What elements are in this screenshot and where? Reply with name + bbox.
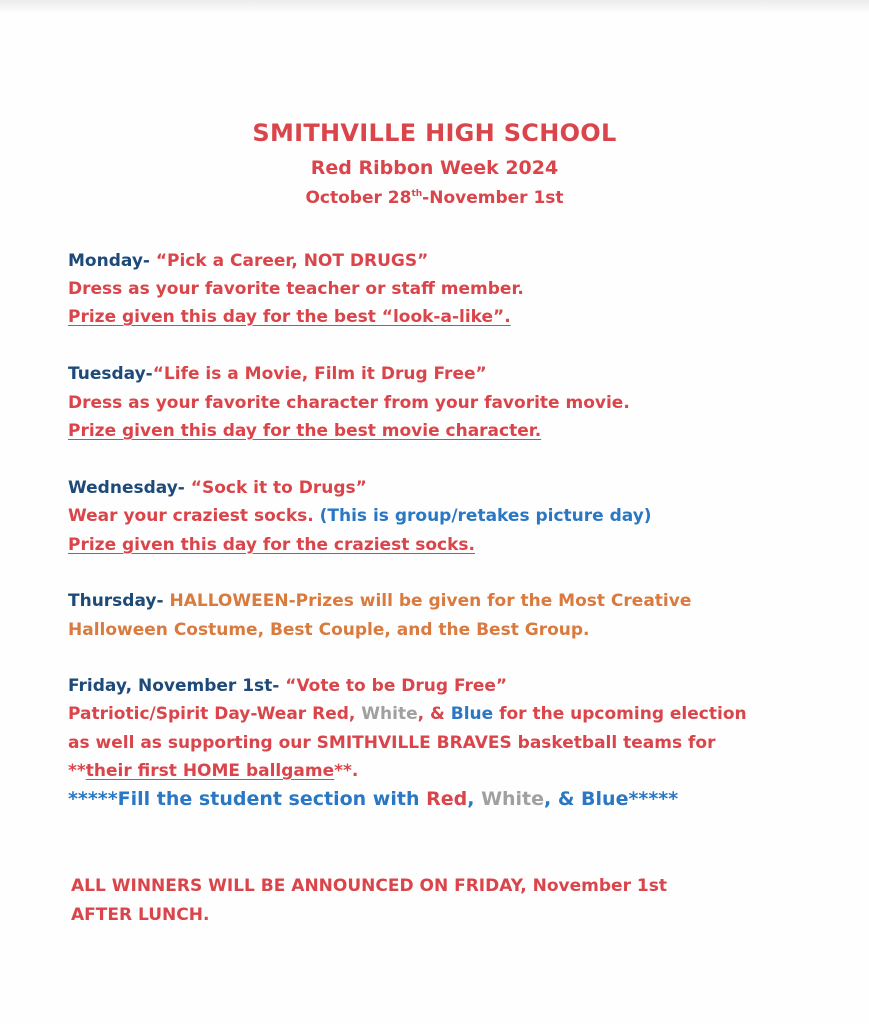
friday-theme: “Vote to be Drug Free” (279, 676, 508, 696)
friday-heading (68, 675, 507, 697)
friday-line1-a: Patriotic/Spirit Day-Wear Red, (68, 704, 362, 724)
friday-line1-blue: Blue (450, 704, 494, 724)
monday-day: Monday- (68, 251, 150, 271)
dates-end: -November 1st (422, 188, 564, 208)
monday-instruction: Dress as your favorite teacher or staff member. (68, 279, 524, 299)
friday-line1-white: White (361, 704, 418, 724)
tuesday-theme: “Life is a Movie, Film it Drug Free” (152, 364, 487, 384)
fill-white: White (481, 788, 545, 810)
tuesday-heading (68, 363, 487, 385)
wednesday-prize: Prize given this day for the craziest socks. (68, 535, 476, 555)
wednesday-note: (This is group/retakes picture day) (319, 506, 652, 526)
tuesday-day: Tuesday- (68, 364, 153, 384)
thursday-line1: HALLOWEEN-Prizes will be given for the Most Creative (163, 591, 692, 611)
friday-line1-b: , & (417, 704, 451, 724)
wednesday-instruction-line (68, 505, 652, 527)
thursday-heading (68, 590, 691, 612)
dates-superscript: th (411, 189, 423, 199)
winners-announcement-time: AFTER LUNCH. (71, 905, 210, 925)
wednesday-heading (68, 477, 367, 499)
thursday-line2: Halloween Costume, Best Couple, and the Best Group. (68, 620, 590, 640)
friday-line3 (68, 760, 358, 782)
thursday-day: Thursday- (68, 591, 164, 611)
friday-line3-b: **. (334, 761, 359, 781)
student-section-line (68, 788, 678, 810)
friday-line3-underlined: their first HOME ballgame (85, 761, 335, 781)
tuesday-instruction: Dress as your favorite character from your favorite movie. (68, 393, 630, 413)
wednesday-day: Wednesday- (68, 478, 185, 498)
fill-comma: , (467, 788, 482, 810)
winners-announcement: ALL WINNERS WILL BE ANNOUNCED ON FRIDAY, November 1st (71, 876, 667, 896)
school-title: SMITHVILLE HIGH SCHOOL (252, 119, 617, 147)
fill-red: Red (426, 788, 468, 810)
friday-line1 (68, 703, 747, 725)
fill-a: *****Fill the student section with (68, 788, 427, 810)
monday-heading (68, 250, 428, 272)
friday-line3-a: ** (68, 761, 86, 781)
friday-day: Friday, November 1st- (68, 676, 280, 696)
monday-theme: “Pick a Career, NOT DRUGS” (149, 251, 429, 271)
event-title: Red Ribbon Week 2024 (310, 157, 559, 179)
wednesday-instruction: Wear your craziest socks. (68, 506, 320, 526)
dates-start: October 28 (305, 188, 412, 208)
monday-prize: Prize given this day for the best “look-a-like”. (68, 307, 511, 327)
fill-b: , & Blue***** (544, 788, 679, 810)
scan-edge-shadow (0, 0, 869, 14)
friday-line1-c: for the upcoming election (493, 704, 747, 724)
event-dates (0, 188, 869, 208)
friday-line2: as well as supporting our SMITHVILLE BRAVES basketball teams for (68, 733, 716, 753)
tuesday-prize: Prize given this day for the best movie character. (68, 421, 542, 441)
wednesday-theme: “Sock it to Drugs” (184, 478, 367, 498)
